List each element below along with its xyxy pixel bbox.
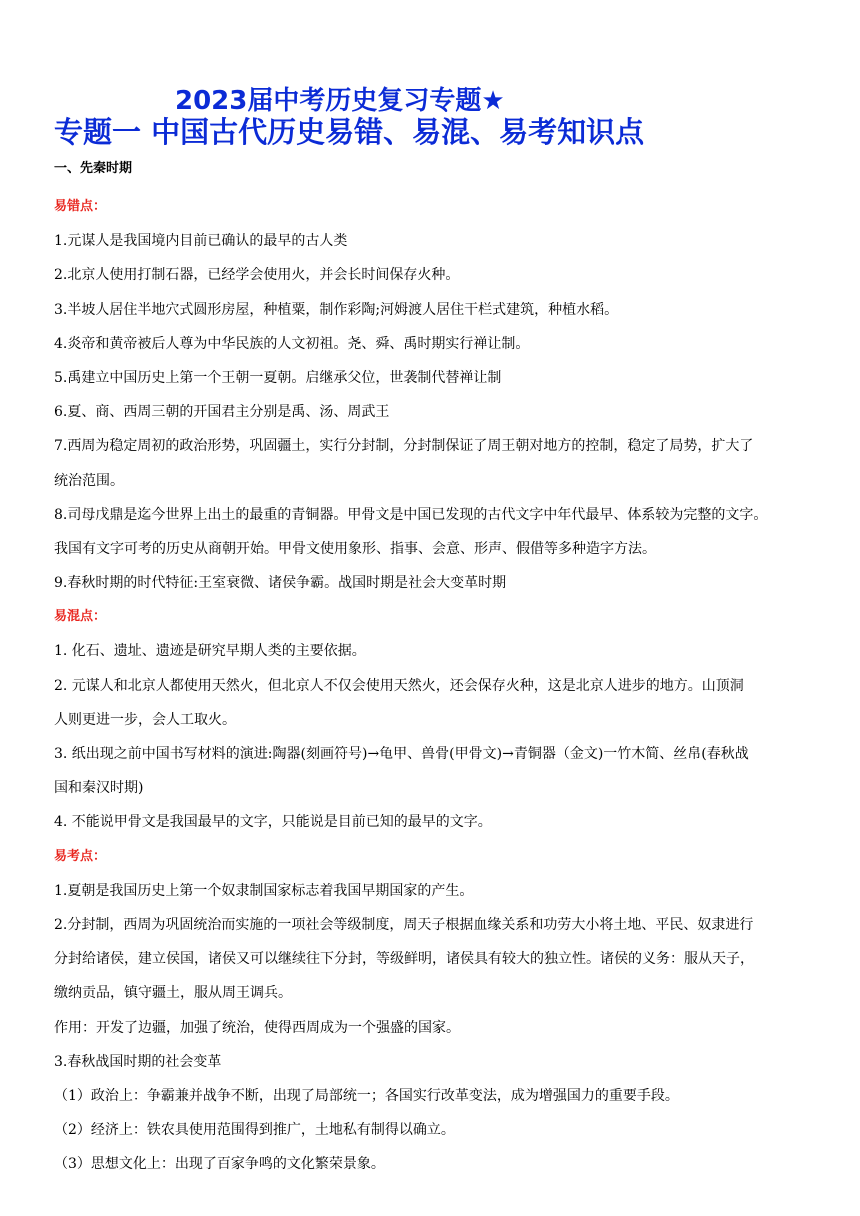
- exam-item-3: 3.春秋战国时期的社会变革: [54, 1053, 222, 1070]
- confusion-item-3-line1: 3. 纸出现之前中国书写材料的演进:陶器(刻画符号)→龟甲、兽骨(甲骨文)→青铜器（金文)一竹木简、丝帛(春秋战: [54, 746, 749, 762]
- error-item-5: 5.禹建立中国历史上第一个王朝一夏朝。启继承父位，世袭制代替禅让制: [54, 369, 502, 386]
- exam-heading: 易考点：: [54, 848, 107, 864]
- exam-item-3-politics: （1）政治上：争霸兼并战争不断，出现了局部统一；各国实行改革变法，成为增强国力的重要手段。: [54, 1087, 679, 1104]
- doc-title-line1: 2023届中考历史复习专题★: [175, 86, 505, 116]
- confusion-item-4: 4. 不能说甲骨文是我国最早的文字，只能说是目前已知的最早的文字。: [54, 814, 492, 831]
- error-item-2: 2.北京人使用打制石器，已经学会使用火，并会长时间保存火种。: [54, 267, 460, 284]
- error-item-7-line1: 7.西周为稳定周初的政治形势，巩固疆土，实行分封制，分封制保证了周王朝对地方的控制，稳定了局势，扩大了: [54, 438, 754, 455]
- error-item-4: 4.炎帝和黄帝被后人尊为中华民族的人文初祖。尧、舜、禹时期实行禅让制。: [54, 335, 530, 352]
- confusion-heading: 易混点：: [54, 609, 107, 625]
- exam-item-2-line2: 分封给诸侯，建立侯国，诸侯又可以继续往下分封，等级鲜明，诸侯具有较大的独立性。诸侯的义务：服从天子，: [54, 951, 754, 968]
- error-item-6: 6.夏、商、西周三朝的开国君主分别是禹、汤、周武王: [54, 404, 390, 421]
- error-item-3: 3.半坡人居住半地穴式圆形房屋，种植粟，制作彩陶;河姆渡人居住干栏式建筑，种植水稻。: [54, 301, 619, 318]
- exam-item-1: 1.夏朝是我国历史上第一个奴隶制国家标志着我国早期国家的产生。: [54, 882, 474, 899]
- exam-item-2-line1: 2.分封制，西周为巩固统治而实施的一项社会等级制度，周天子根据血缘关系和功劳大小将土地、平民、奴隶进行: [54, 916, 754, 933]
- document-body: [54, 190, 814, 1181]
- error-item-1: 1.元谋人是我国境内目前已确认的最早的古人类: [54, 233, 348, 250]
- error-item-8-line2: 我国有文字可考的历史从商朝开始。甲骨文使用象形、指事、会意、形声、假借等多种造字方法。: [54, 540, 656, 557]
- error-item-8-line1: 8.司母戊鼎是迄今世界上出土的最重的青铜器。甲骨文是中国已发现的古代文字中年代最早、体系较为完整的文字。: [54, 506, 768, 523]
- exam-item-3-economy: （2）经济上：铁农具使用范围得到推广，土地私有制得以确立。: [54, 1122, 455, 1139]
- exam-item-effect: 作用：开发了边疆，加强了统治，使得西周成为一个强盛的国家。: [54, 1019, 460, 1036]
- error-item-9: 9.春秋时期的时代特征:王室衰微、诸侯争霸。战国时期是社会大变革时期: [54, 575, 507, 592]
- section-heading: 一、先秦时期: [54, 161, 133, 176]
- errors-heading: 易错点：: [54, 199, 107, 214]
- exam-item-2-line3: 缴纳贡品，镇守疆土，服从周王调兵。: [54, 985, 292, 1002]
- confusion-item-2-line2: 人则更进一步，会人工取火。: [54, 711, 236, 728]
- error-item-7-line2: 统治范围。: [54, 472, 124, 489]
- confusion-item-2-line1: 2. 元谋人和北京人都使用天然火，但北京人不仅会使用天然火，还会保存火种，这是北京人进步的地方。山顶洞: [54, 677, 744, 694]
- confusion-item-3-line2: 国和秦汉时期): [54, 780, 144, 797]
- doc-title-line2: 专题一 中国古代历史易错、易混、易考知识点: [54, 115, 645, 149]
- confusion-item-1: 1. 化石、遗址、遗迹是研究早期人类的主要依据。: [54, 643, 366, 660]
- exam-item-3-culture: （3）思想文化上：出现了百家争鸣的文化繁荣景象。: [54, 1156, 385, 1173]
